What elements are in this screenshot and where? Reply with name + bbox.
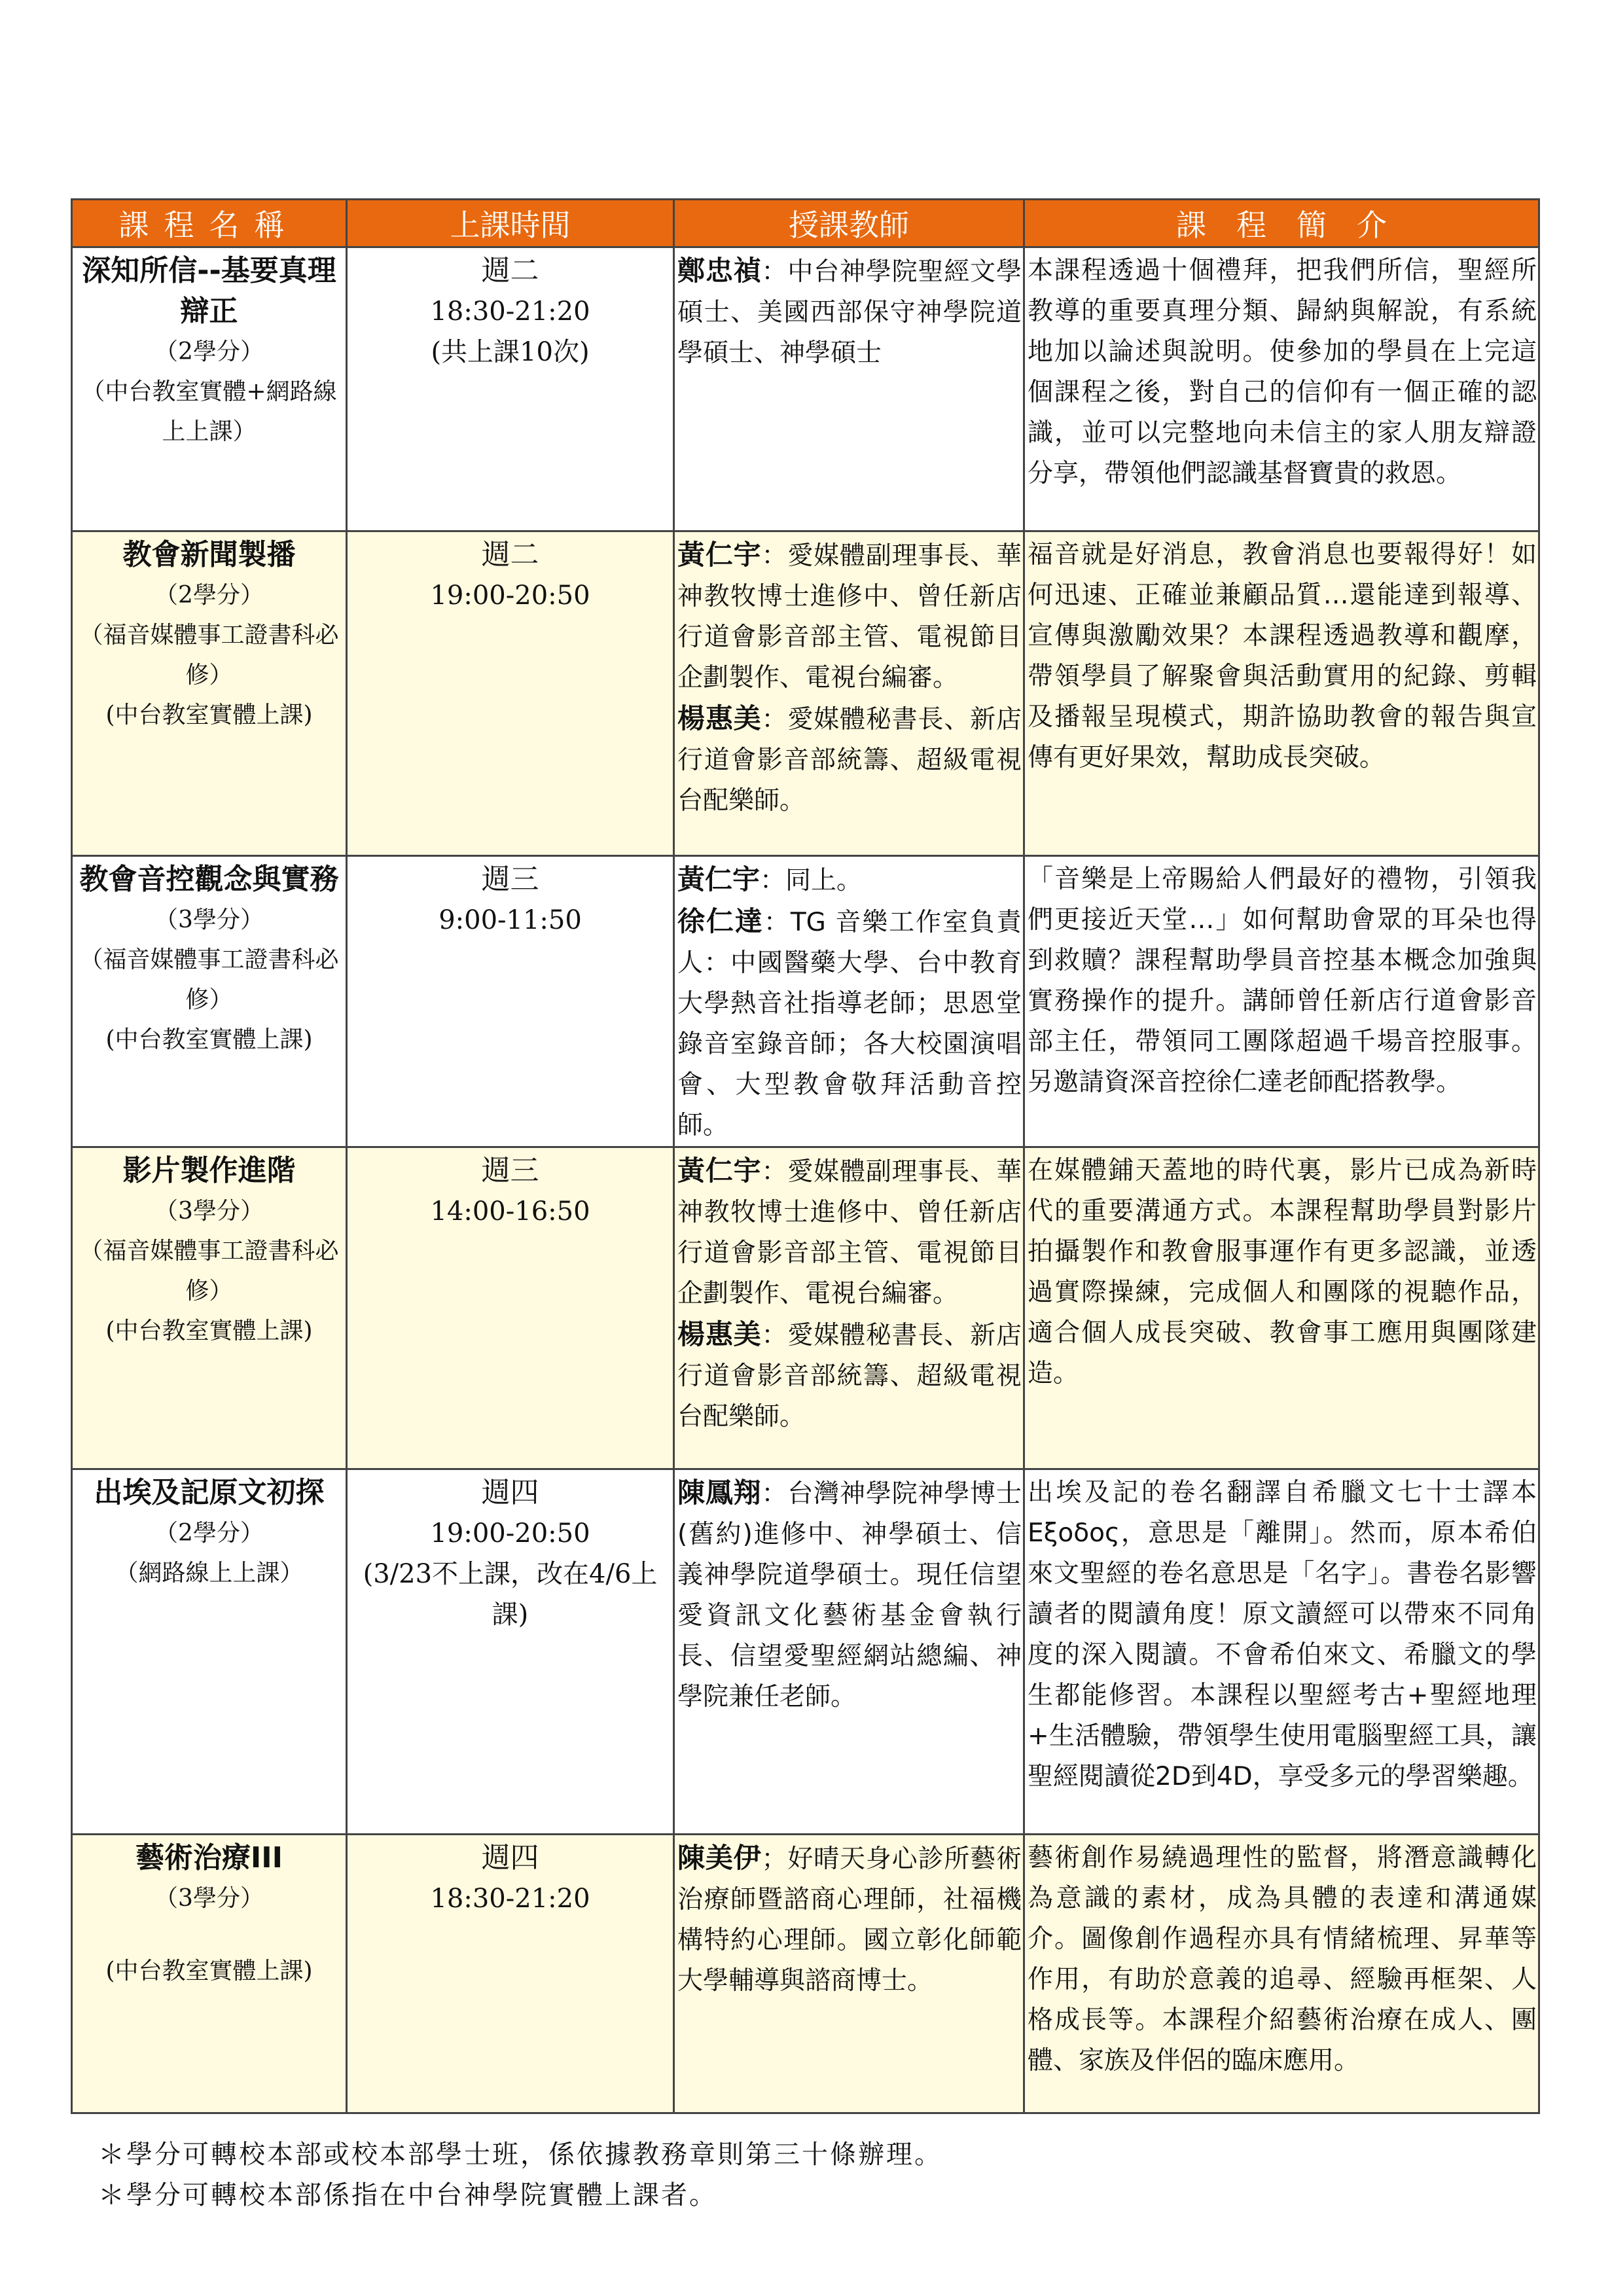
- teacher-entry: [677, 901, 1022, 1146]
- class-time: 9:00-11:50: [439, 905, 582, 935]
- teacher-name: 黃仁宇: [677, 863, 761, 895]
- teacher-entry: [677, 1314, 1022, 1437]
- course-credits: （3學分）: [154, 1885, 264, 1912]
- course-title: 影片製作進階: [122, 1154, 296, 1187]
- teacher-entry: [677, 535, 1022, 698]
- course-note: （福音媒體事工證書科必修）: [79, 946, 339, 1013]
- course-schedule-table: [71, 198, 1540, 2114]
- teacher-name: 黃仁宇: [677, 1155, 762, 1187]
- teacher-desc: ；好晴天身心診所藝術治療師暨諮商心理師，社福機構特約心理師。國立彰化師範大學輔導與諮商博士。: [677, 1844, 1022, 1996]
- class-time: 14:00-16:50: [430, 1196, 590, 1227]
- teacher-desc: ：愛媒體副理事長、華神教牧博士進修中、曾任新店行道會影音部主管、電視節目企劃製作、電視台編審。: [677, 1157, 1022, 1308]
- course-title: 教會新聞製播: [122, 538, 296, 571]
- class-day: 週四: [481, 1841, 539, 1874]
- course-note: （網路線上上課）: [115, 1560, 304, 1587]
- class-time: 19:00-20:50: [430, 581, 590, 611]
- teacher-name: 徐仁達: [677, 905, 764, 937]
- teacher-desc: ：愛媒體副理事長、華神教牧博士進修中、曾任新店行道會影音部主管、電視節目企劃製作、電視台編審。: [677, 541, 1022, 692]
- course-title: 藝術治療III: [135, 1841, 283, 1874]
- table-row: [72, 247, 1539, 531]
- class-time: 18:30-21:20: [430, 1884, 590, 1914]
- course-credits: （2學分）: [154, 582, 264, 609]
- course-intro-cell: [1024, 247, 1539, 531]
- teacher-desc: ：愛媒體秘書長、新店行道會影音部統籌、超級電視台配樂師。: [677, 705, 1022, 816]
- teacher-cell: [674, 247, 1024, 531]
- class-time-cell: [347, 1147, 674, 1469]
- class-day: 週二: [481, 254, 539, 287]
- course-intro: 出埃及記的卷名翻譯自希臘文七十士譯本Εξοδος，意思是「離開」。然而，原本希伯來文聖經的卷名意思是「名字」。書卷名影響讀者的閱讀角度！原文讀經可以帶來不同角度的深入閱讀。不會希伯來文、希臘文的學生都能修習。本課程以聖經考古+聖經地理+生活體驗，帶領學生使用電腦聖經工具，讓聖經閱讀從2D到4D，享受多元的學習樂趣。: [1028, 1478, 1537, 1791]
- header-class-time: 上課時間: [347, 200, 674, 247]
- table-row: [72, 1147, 1539, 1469]
- course-note: (中台教室實體上課): [105, 702, 313, 728]
- course-intro-cell: [1024, 1147, 1539, 1469]
- header-course-name: 課程名稱: [72, 200, 347, 247]
- course-intro: 在媒體鋪天蓋地的時代裏，影片已成為新時代的重要溝通方式。本課程幫助學員對影片拍攝製作和教會服事運作有更多認識，並透過實際操練，完成個人和團隊的視聽作品，適合個人成長突破、教會事工應用與團隊建造。: [1028, 1156, 1537, 1388]
- teacher-entry: [677, 251, 1022, 374]
- course-intro-cell: [1024, 1469, 1539, 1835]
- table-row: [72, 531, 1539, 856]
- class-time: 19:00-20:50: [430, 1518, 590, 1549]
- course-note: （福音媒體事工證書科必修）: [79, 622, 339, 689]
- teacher-name: 陳鳳翔: [677, 1477, 762, 1509]
- course-note: (中台教室實體上課): [105, 1958, 313, 1984]
- class-time-cell: [347, 247, 674, 531]
- class-day: 週三: [481, 863, 539, 896]
- course-intro: 福音就是好消息，教會消息也要報得好！如何迅速、正確並兼顧品質…還能達到報導、宣傳與激勵效果？本課程透過教導和觀摩，帶領學員了解聚會與活動實用的紀錄、剪輯及播報呈現模式，期許協助教會的報告與宣傳有更好果效，幫助成長突破。: [1028, 540, 1537, 772]
- teacher-desc: ：台灣神學院神學博士(舊約)進修中、神學碩士、信義神學院道學碩士。現任信望愛資訊文化藝術基金會執行長、信望愛聖經網站總編、神學院兼任老師。: [677, 1479, 1022, 1712]
- class-day: 週三: [481, 1154, 539, 1187]
- teacher-entry: [677, 859, 1022, 901]
- course-credits: （2學分）: [154, 338, 264, 365]
- spacer: [73, 1918, 346, 1951]
- teacher-cell: [674, 856, 1024, 1147]
- teacher-cell: [674, 1469, 1024, 1835]
- course-intro-cell: [1024, 1835, 1539, 2113]
- course-note: （福音媒體事工證書科必修）: [79, 1238, 339, 1304]
- teacher-entry: [677, 1838, 1022, 2001]
- course-intro: 本課程透過十個禮拜，把我們所信，聖經所教導的重要真理分類、歸納與解說，有系統地加以論述與說明。使參加的學員在上完這個課程之後，對自己的信仰有一個正確的認識，並可以完整地向未信主的家人朋友辯證分享，帶領他們認識基督寶貴的救恩。: [1028, 256, 1537, 488]
- class-time: 18:30-21:20: [430, 296, 590, 327]
- class-time-cell: [347, 1835, 674, 2113]
- teacher-entry: [677, 698, 1022, 821]
- table-row: [72, 1469, 1539, 1835]
- footnote: ＊學分可轉校本部或校本部學士班，係依據教務章則第三十條辦理。: [98, 2140, 942, 2170]
- class-time-cell: [347, 1469, 674, 1835]
- header-course-intro: 課 程 簡 介: [1024, 200, 1539, 247]
- course-name-cell: [72, 856, 347, 1147]
- course-name-cell: [72, 1835, 347, 2113]
- teacher-cell: [674, 1147, 1024, 1469]
- teacher-cell: [674, 1835, 1024, 2113]
- teacher-name: 楊惠美: [677, 1318, 762, 1350]
- course-name-cell: [72, 531, 347, 856]
- course-credits: （2學分）: [154, 1520, 264, 1547]
- course-intro-cell: [1024, 531, 1539, 856]
- table-header-row: [72, 200, 1539, 247]
- class-day: 週二: [481, 538, 539, 571]
- teacher-entry: [677, 1151, 1022, 1314]
- course-title: 教會音控觀念與實務: [79, 863, 339, 896]
- teacher-name: 黃仁宇: [677, 539, 762, 571]
- header-teacher: 授課教師: [674, 200, 1024, 247]
- class-time-cell: [347, 531, 674, 856]
- class-time-note: (3/23不上課，改在4/6上課): [363, 1559, 658, 1630]
- course-name-cell: [72, 247, 347, 531]
- course-title: 深知所信--基要真理辯正: [82, 254, 336, 328]
- course-intro: 「音樂是上帝賜給人們最好的禮物，引領我們更接近天堂…」如何幫助會眾的耳朵也得到救贖？課程幫助學員音控基本概念加強與實務操作的提升。講師曾任新店行道會影音部主任，帶領同工團隊超過千場音控服事。另邀請資深音控徐仁達老師配搭教學。: [1028, 865, 1537, 1097]
- course-intro: 藝術創作易繞過理性的監督，將潛意識轉化為意識的素材，成為具體的表達和溝通媒介。圖像創作過程亦具有情緒梳理、昇華等作用，有助於意義的追尋、經驗再框架、人格成長等。本課程介紹藝術治療在成人、團體、家族及伴侶的臨床應用。: [1028, 1843, 1537, 2075]
- course-credits: （3學分）: [154, 906, 264, 933]
- teacher-desc: ：中台神學院聖經文學碩士、美國西部保守神學院道學碩士、神學碩士: [677, 257, 1022, 368]
- course-note: (中台教室實體上課): [105, 1026, 313, 1053]
- course-note: (中台教室實體上課): [105, 1318, 313, 1344]
- teacher-entry: [677, 1473, 1022, 1717]
- course-intro-cell: [1024, 856, 1539, 1147]
- class-time-note: (共上課10次): [431, 337, 590, 367]
- course-name-cell: [72, 1469, 347, 1835]
- course-title: 出埃及記原文初探: [94, 1476, 325, 1509]
- teacher-name: 陳美伊: [677, 1842, 762, 1874]
- class-time-cell: [347, 856, 674, 1147]
- table-row: [72, 1835, 1539, 2113]
- teacher-cell: [674, 531, 1024, 856]
- teacher-desc: ：TG 音樂工作室負責人：中國醫藥大學、台中教育大學熱音社指導老師；思恩堂錄音室錄音師；各大校園演唱會、大型教會敬拜活動音控師。: [677, 908, 1022, 1140]
- teacher-name: 楊惠美: [677, 702, 762, 734]
- teacher-name: 鄭忠禎: [677, 255, 762, 287]
- course-credits: （3學分）: [154, 1198, 264, 1225]
- table-row: [72, 856, 1539, 1147]
- course-note: （中台教室實體+網路線上上課）: [81, 378, 337, 445]
- teacher-desc: ：愛媒體秘書長、新店行道會影音部統籌、超級電視台配樂師。: [677, 1321, 1022, 1431]
- teacher-desc: ：同上。: [760, 866, 863, 895]
- class-day: 週四: [481, 1476, 539, 1509]
- footnote: ＊學分可轉校本部係指在中台神學院實體上課者。: [98, 2180, 717, 2210]
- course-name-cell: [72, 1147, 347, 1469]
